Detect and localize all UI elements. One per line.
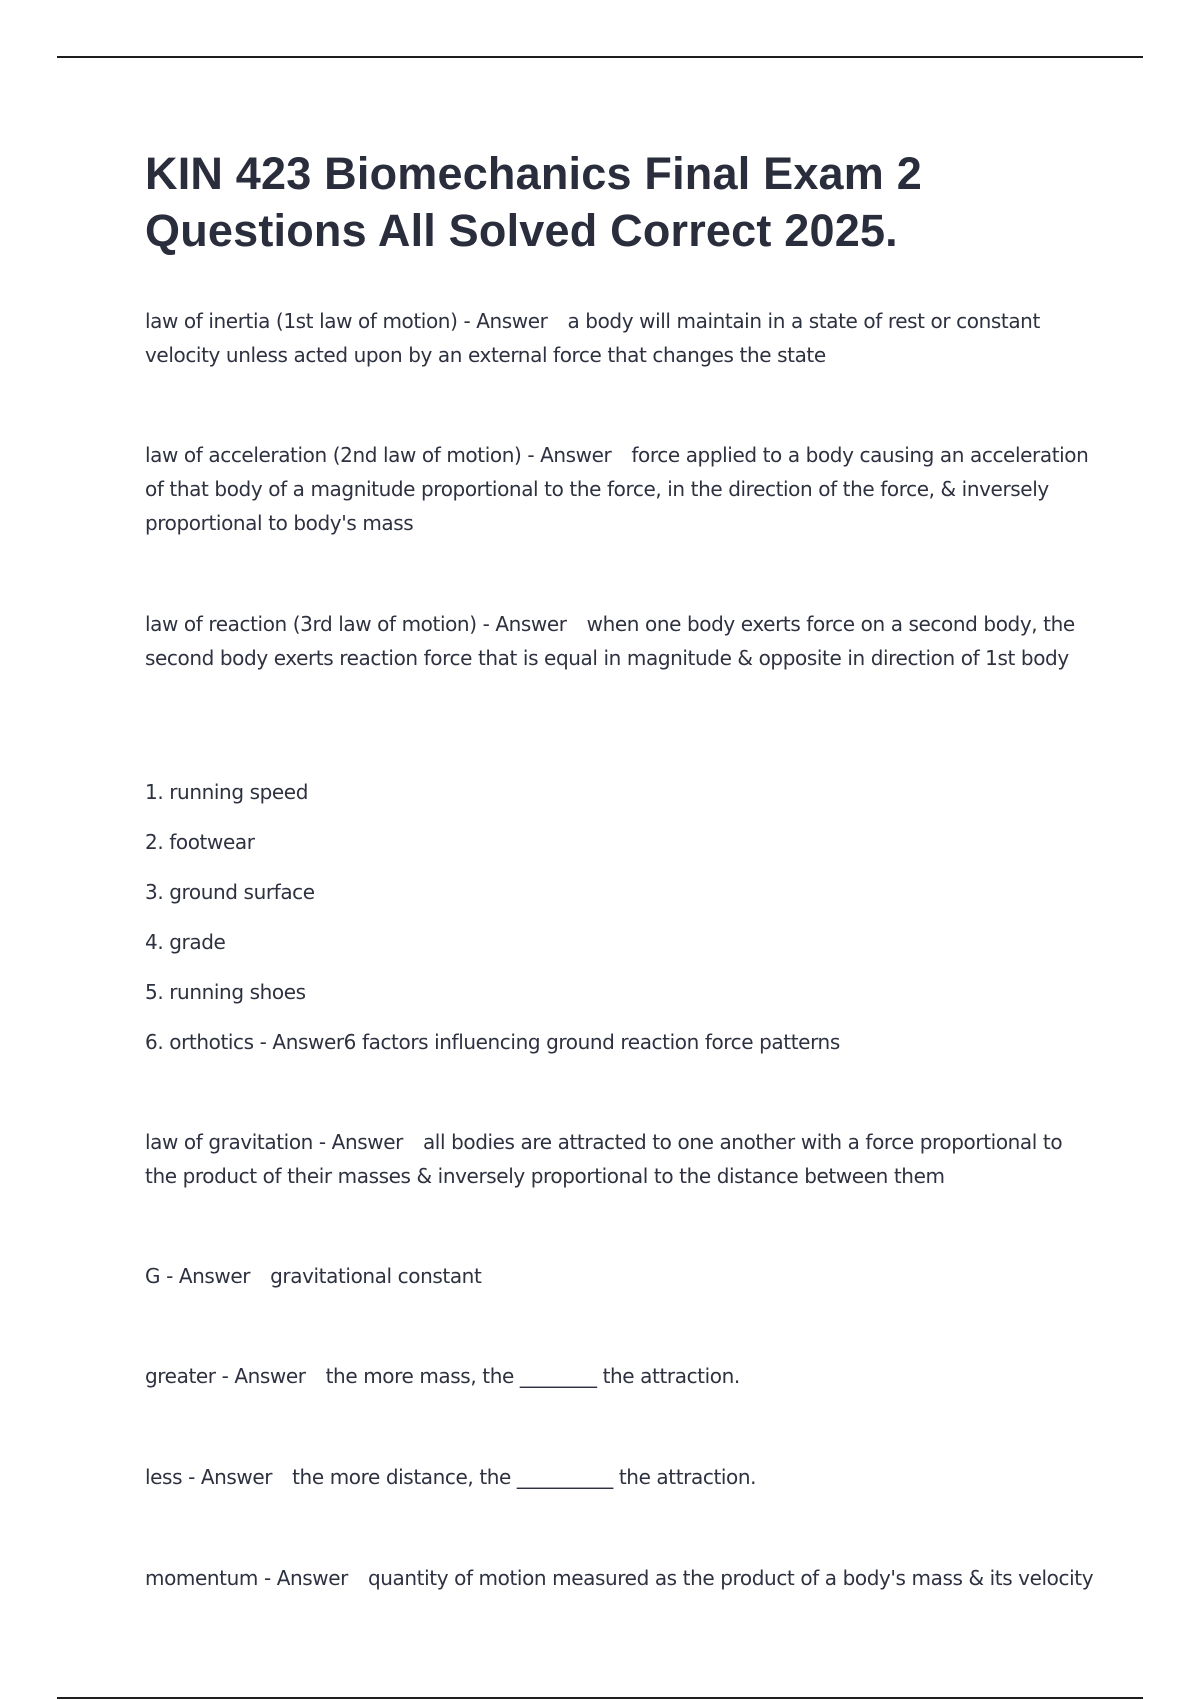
bottom-rule <box>57 1697 1143 1699</box>
list-item: 3. ground surface <box>145 880 315 904</box>
qa-term: law of gravitation <box>145 1130 313 1154</box>
qa-answer-label: Answer <box>540 443 612 467</box>
qa-answer-label: Answer <box>331 1130 403 1154</box>
qa-answer-label: Answer <box>276 1566 348 1590</box>
document-title: KIN 423 Biomechanics Final Exam 2 Questions All Solved Correct 2025. <box>145 148 922 256</box>
qa-answer-label: Answer <box>178 1264 251 1288</box>
qa-definition: a body will maintain in a state of rest or constant velocity unless acted upon by an external force that changes the state <box>145 309 1040 367</box>
qa-term: law of reaction (3rd law of motion) <box>145 612 477 636</box>
top-rule <box>57 56 1143 58</box>
qa-entry-reaction: law of reaction (3rd law of motion) - Answer when one body exerts force on a second body, the second body exerts reaction force that is equal in magnitude & opposite in direction of 1st body <box>145 612 1075 670</box>
qa-entry-g: G - Answer gravitational constant <box>145 1264 482 1288</box>
qa-entry-momentum: momentum - Answer quantity of motion measured as the product of a body's mass & its velocity <box>145 1566 1094 1590</box>
list-item: 6. orthotics <box>145 1030 254 1054</box>
list-item: 4. grade <box>145 930 226 954</box>
list-item-with-answer: 6. orthotics - Answer6 factors influencing ground reaction force patterns <box>145 1030 840 1054</box>
qa-entry-acceleration: law of acceleration (2nd law of motion) - Answer force applied to a body causing an acceleration of that body of a magnitude proportional to the force, in the direction of the force, & inversely proportional to body's mass <box>145 443 1089 535</box>
qa-entry-greater: greater - Answer the more mass, the ________ the attraction. <box>145 1364 740 1388</box>
list-item: 2. footwear <box>145 830 255 854</box>
list-item: 1. running speed <box>145 780 308 804</box>
qa-definition: quantity of motion measured as the product of a body's mass & its velocity <box>367 1566 1094 1590</box>
qa-definition: all bodies are attracted to one another with a force proportional to the product of their masses & inversely proportional to the distance between them <box>145 1130 1063 1188</box>
qa-definition: gravitational constant <box>270 1264 482 1288</box>
qa-answer-label: Answer <box>234 1364 306 1388</box>
qa-answer-label: Answer <box>495 612 567 636</box>
qa-definition: 6 factors influencing ground reaction force patterns <box>343 1030 840 1054</box>
qa-answer-label: Answer <box>200 1465 273 1489</box>
qa-definition: force applied to a body causing an acceleration of that body of a magnitude proportional to the force, in the direction of the force, & inversely proportional to body's mass <box>145 443 1089 535</box>
qa-term: less <box>145 1465 183 1489</box>
document-body <box>145 145 1095 259</box>
list-item: 5. running shoes <box>145 980 306 1004</box>
qa-entry-gravitation: law of gravitation - Answer all bodies are attracted to one another with a force proportional to the product of their masses & inversely proportional to the distance between them <box>145 1130 1063 1188</box>
qa-answer-label: Answer <box>476 309 548 333</box>
qa-entry-less: less - Answer the more distance, the __________ the attraction. <box>145 1465 757 1489</box>
qa-entry-inertia: law of inertia (1st law of motion) - Answer a body will maintain in a state of rest or constant velocity unless acted upon by an external force that changes the state <box>145 309 1040 367</box>
qa-term: momentum <box>145 1566 258 1590</box>
qa-answer-label: Answer <box>272 1030 344 1054</box>
qa-definition: the more mass, the ________ the attraction. <box>325 1364 740 1388</box>
qa-term: law of acceleration (2nd law of motion) <box>145 443 522 467</box>
qa-term: greater <box>145 1364 216 1388</box>
qa-term: G <box>145 1264 161 1288</box>
qa-definition: when one body exerts force on a second body, the second body exerts reaction force that is equal in magnitude & opposite in direction of 1st body <box>145 612 1075 670</box>
qa-definition: the more distance, the __________ the attraction. <box>292 1465 757 1489</box>
qa-term: law of inertia (1st law of motion) <box>145 309 458 333</box>
